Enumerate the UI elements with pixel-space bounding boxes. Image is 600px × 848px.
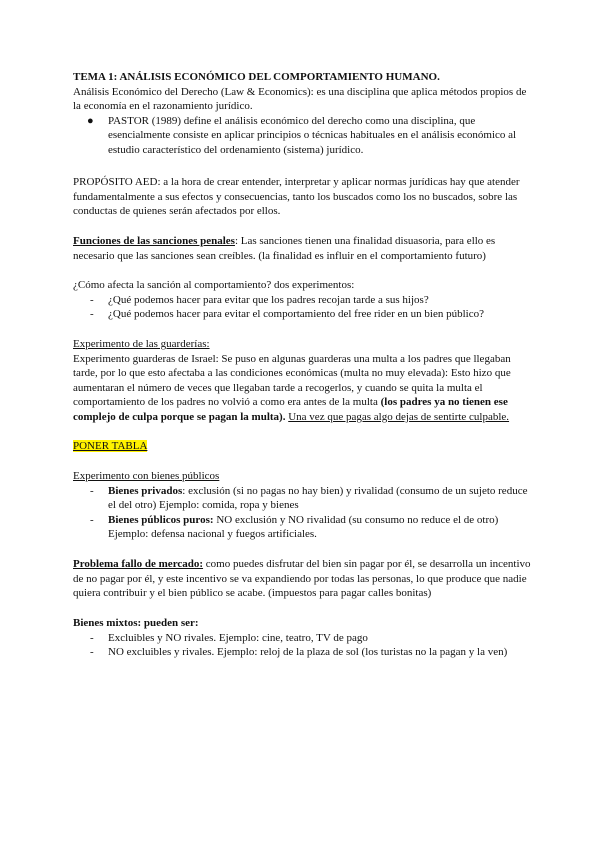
poner-tabla-paragraph bbox=[73, 439, 533, 454]
guarderias-heading: Experimento de las guarderías: bbox=[73, 338, 210, 350]
question-text: ¿Cómo afecta la sanción al comportamiento? dos experimentos: bbox=[73, 279, 355, 291]
guarderias-underlined: Una vez que pagas algo dejas de sentirte culpable. bbox=[288, 410, 510, 423]
dash-marker: - bbox=[90, 293, 94, 306]
list-item: - ¿Qué podemos hacer para evitar el comportamiento del free rider en un bien público? bbox=[90, 308, 484, 321]
guarderias-bold: (los padres ya no tienen ese complejo de culpa porque se pagan la multa). bbox=[73, 396, 508, 423]
question-section bbox=[73, 278, 533, 322]
list-item: - Bienes públicos puros: NO exclusión y NO rivalidad (su consumo no reduce el de otro) Ejemplo: defensa nacional y fuegos artificiales. bbox=[90, 513, 499, 541]
bullet-marker: ● bbox=[87, 114, 94, 127]
pastor-list bbox=[73, 114, 533, 158]
bienes-publicos-section bbox=[73, 469, 533, 542]
question-list bbox=[73, 293, 533, 322]
list-item: - Bienes privados: exclusión (si no pagas no hay bien) y rivalidad (consumo de un sujeto reduce el del otro) Ejemplo: comida, ropa y bienes bbox=[90, 484, 528, 512]
intro-paragraph: Análisis Económico del Derecho (Law & Economics): es una disciplina que aplica métodos propios de la economía en el razonamiento jurídico. bbox=[73, 85, 527, 113]
guarderias-paragraph: Experimento guarderas de Israel: Se puso en algunas guarderas una multa a los padres que llegaban tarde, por lo que esto afectaba a las condiciones económicas (multa no muy elevada): Esto hizo que aumentaran el número de veces que llegaban tarde a recogerlos, y cuando se quita la multa el comportamiento de los padres no volvió a como era antes de la multa (los padres ya no tienen ese complejo de culpa porque se pagan la multa). Una vez que pagas algo dejas de sentirte culpable. bbox=[73, 352, 511, 423]
bienes-list bbox=[73, 484, 533, 542]
dash-marker: - bbox=[90, 308, 94, 321]
dash-marker: - bbox=[90, 484, 94, 497]
funciones-text: : Las sanciones tienen una finalidad disuasoria, para ello es necesario que las sanciones sean creíbles. (la finalidad es influir en el comportamiento futuro) bbox=[73, 235, 496, 262]
bienes-publicos-heading: Experimento con bienes públicos bbox=[73, 470, 220, 482]
problema-label: Problema fallo de mercado: bbox=[73, 558, 204, 570]
dash-marker: - bbox=[90, 646, 94, 659]
poner-tabla-highlight: PONER TABLA bbox=[73, 440, 148, 452]
proposito-paragraph: PROPÓSITO AED: a la hora de crear entender, interpretar y aplicar normas jurídicas hay que atender fundamentalmente a sus efectos y consecuencias, tanto los buscados como los no buscados, sobre las conductas de quienes serán afectados por ellos. bbox=[73, 176, 520, 218]
list-item: - ¿Qué podemos hacer para evitar que los padres recojan tarde a sus hijos? bbox=[90, 293, 429, 306]
pastor-definition: PASTOR (1989) define el análisis económico del derecho como una disciplina, que esencialmente consiste en aplicar principios o técnicas habituales en el análisis económico al estudio característico del ordenamiento (sistema) jurídico. bbox=[108, 114, 517, 156]
mixtos-heading: Bienes mixtos: pueden ser: bbox=[73, 617, 199, 629]
list-item bbox=[73, 114, 533, 158]
list-item: - Excluibles y NO rivales. Ejemplo: cine, teatro, TV de pago bbox=[90, 631, 368, 644]
intro-section bbox=[73, 70, 533, 158]
document-title: TEMA 1: ANÁLISIS ECONÓMICO DEL COMPORTAMIENTO HUMANO. bbox=[73, 71, 440, 83]
funciones-label: Funciones de las sanciones penales bbox=[73, 235, 235, 247]
mixtos-section bbox=[73, 616, 533, 660]
list-item: - NO excluibles y rivales. Ejemplo: reloj de la plaza de sol (los turistas no la pagan y la ven) bbox=[90, 646, 508, 659]
problema-paragraph: Problema fallo de mercado: como puedes disfrutar del bien sin pagar por él, se desarrolla un incentivo de no pagar por él, y este incentivo se va expandiendo por todas las personas, lo que produce que nadie quiera contribuir y el bien público se acabe. (impuestos para pagar calles bonitas) bbox=[73, 558, 531, 600]
dash-marker: - bbox=[90, 631, 94, 644]
mixtos-list bbox=[73, 631, 533, 660]
guarderias-section bbox=[73, 337, 533, 425]
funciones-paragraph bbox=[73, 234, 533, 263]
dash-marker: - bbox=[90, 513, 94, 526]
